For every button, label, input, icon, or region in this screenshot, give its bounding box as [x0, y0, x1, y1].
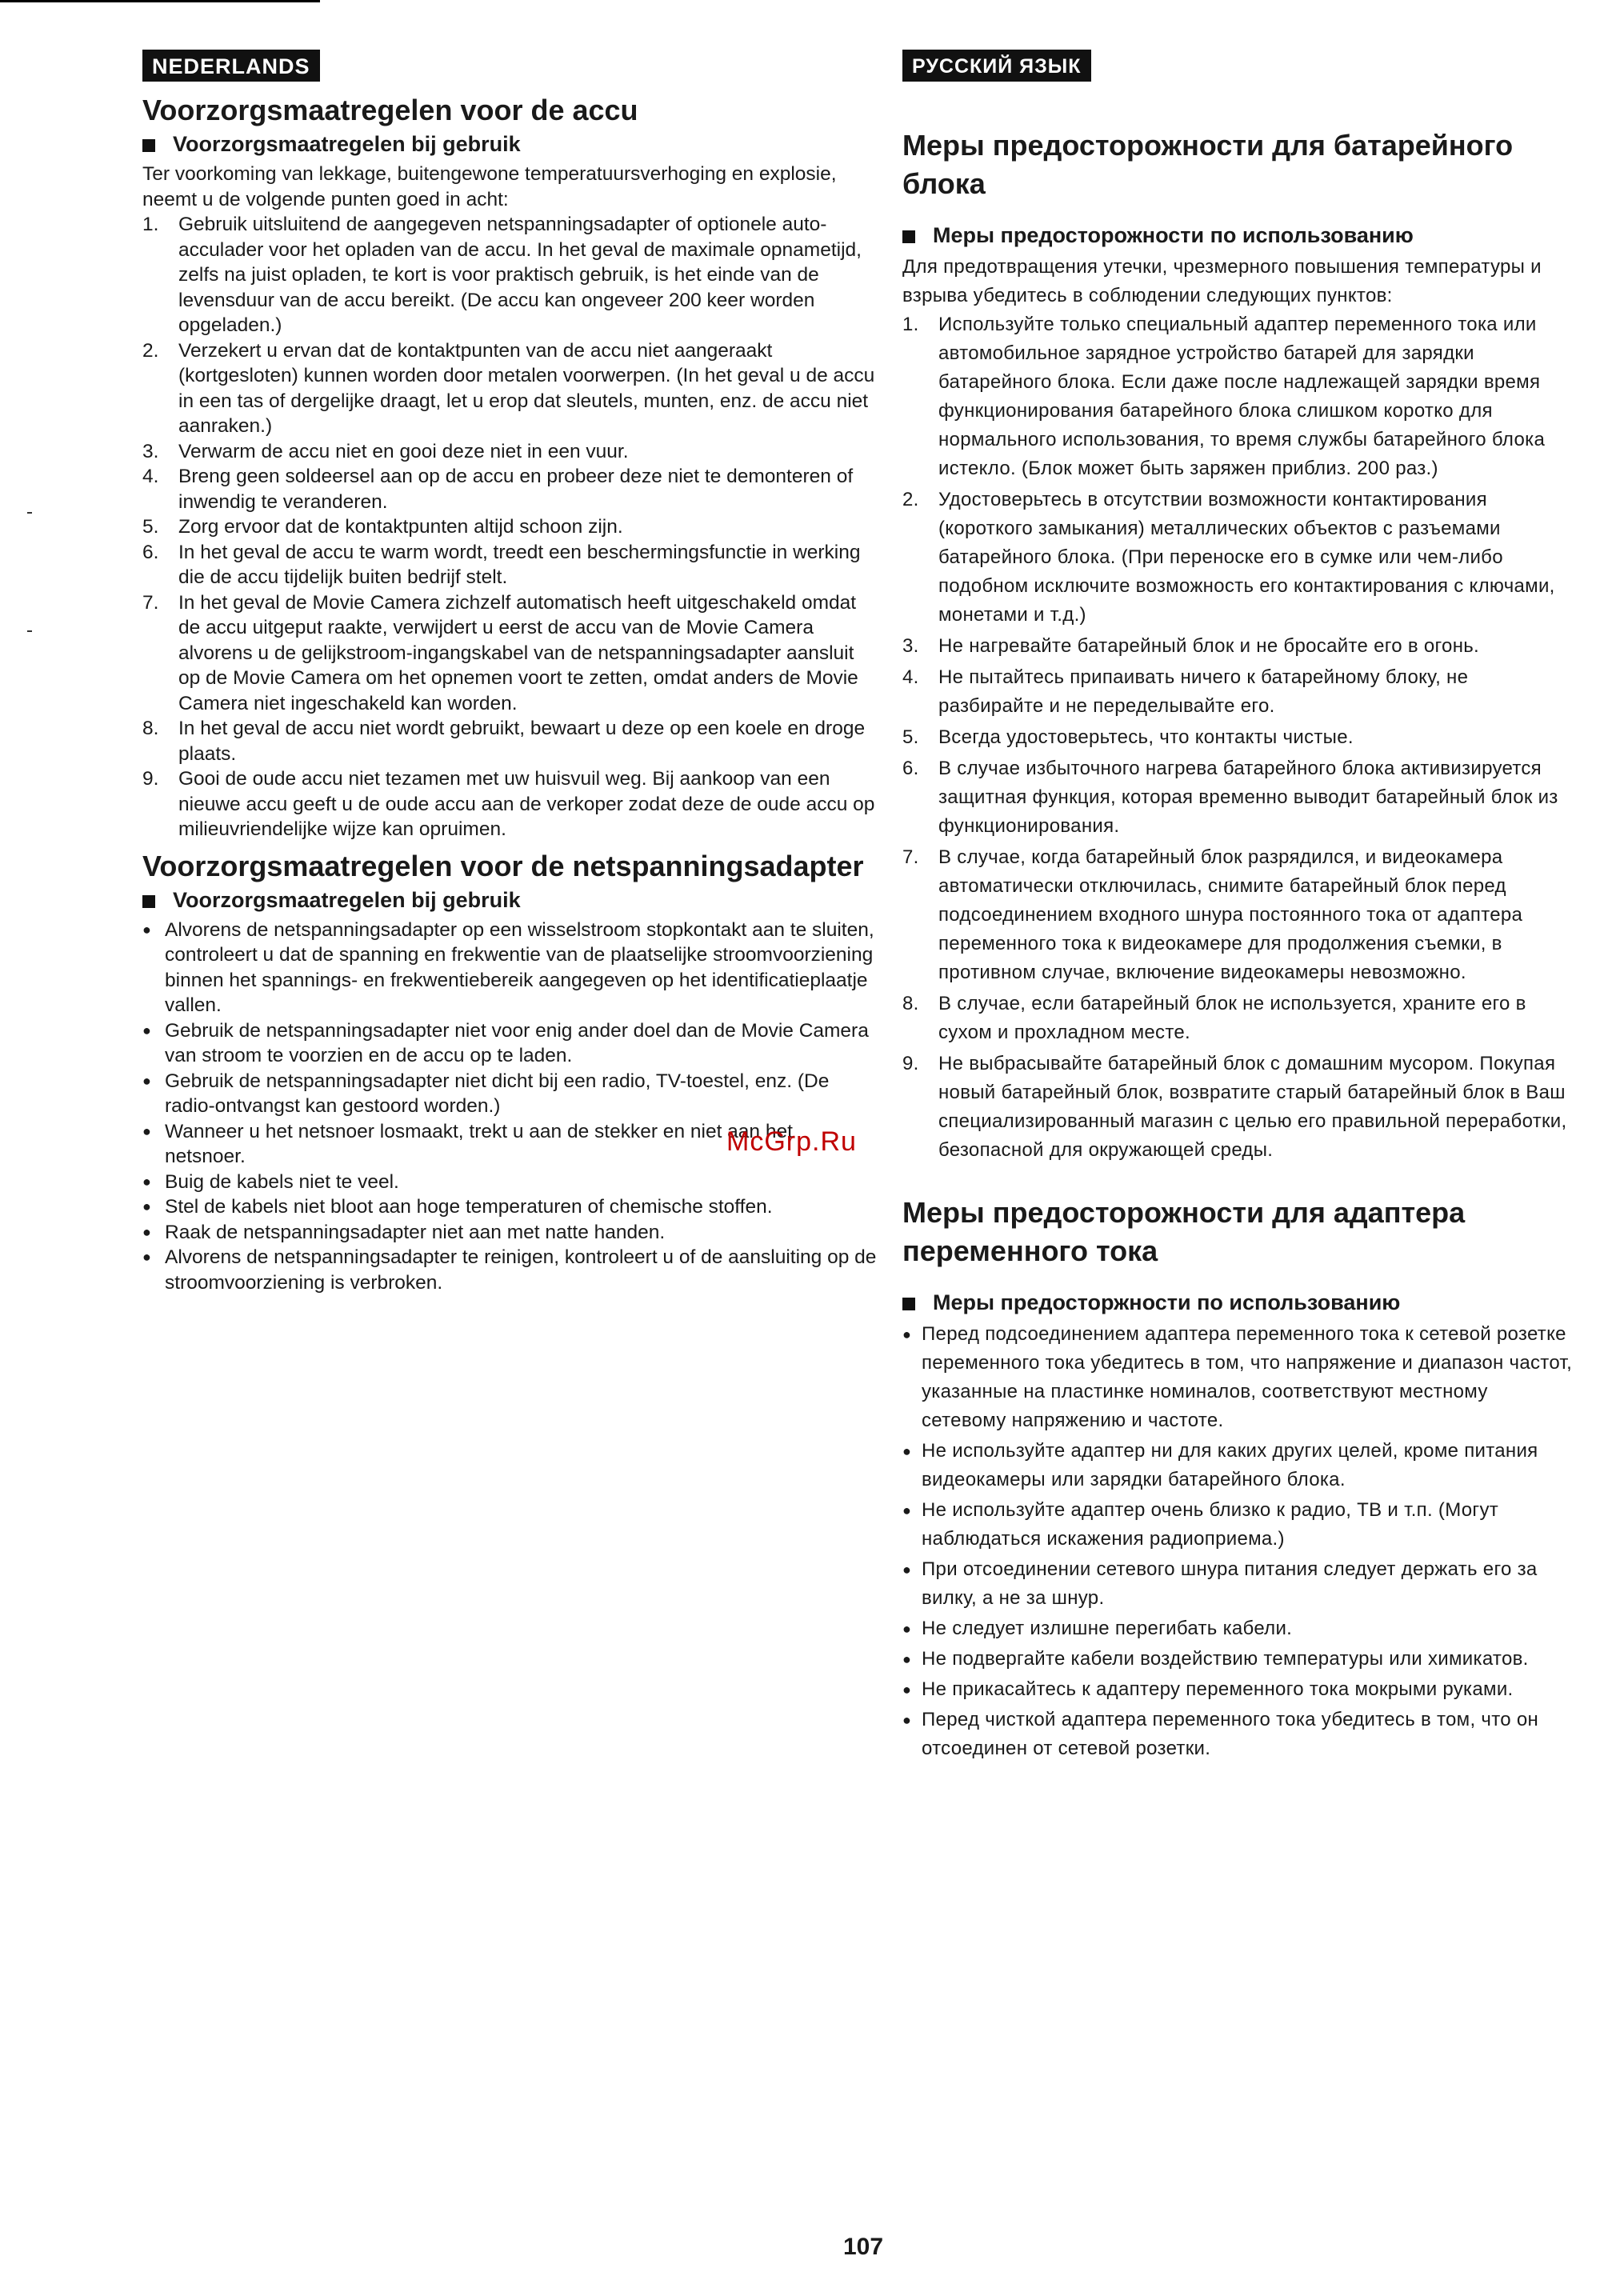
item-text: В случае, когда батарейный блок разрядился, и видеокамера автоматически отключилась, снимите батарейный блок перед подсоединением входного шнура постоянного тока от адаптера переменного тока к видеокамере для продолжения съемки, в противном случае, включение видеокамеры невозможно.: [938, 846, 1523, 983]
list-item: [142, 540, 878, 590]
item-number: 9.: [142, 768, 159, 790]
adapter-precautions-list-nl: [142, 918, 878, 1296]
item-number: 5.: [142, 516, 159, 538]
bullet-icon: ●: [902, 1562, 912, 1578]
bullet-icon: ●: [142, 1072, 151, 1089]
bullet-icon: ●: [902, 1443, 912, 1459]
item-text: Stel de kabels niet bloot aan hoge temperaturen of chemische stoffen.: [165, 1196, 773, 1218]
list-item: [902, 754, 1574, 841]
list-item: [902, 723, 1574, 752]
item-text: Удостоверьтесь в отсутствии возможности контактирования (короткого замыкания) металлических объектов с разъемами батарейного блока. (При переноске его в сумке или чем-либо подобном исключите возможность его контактирования с ключами, монетами и т.д.): [938, 489, 1555, 626]
item-text: При отсоединении сетевого шнура питания следует держать его за вилку, а не за шнур.: [922, 1558, 1538, 1609]
bullet-icon: ●: [142, 1173, 151, 1190]
item-text: Не используйте адаптер ни для каких других целей, кроме питания видеокамеры или зарядки батарейного блока.: [922, 1440, 1538, 1490]
item-text: Verwarm de accu niet en gooi deze niet in een vuur.: [178, 440, 629, 462]
bullet-icon: ●: [142, 1223, 151, 1240]
watermark: McGrp.Ru: [726, 1126, 857, 1157]
item-text: В случае избыточного нагрева батарейного блока активизируется защитная функция, которая временно выводит батарейный блок из функционирования.: [938, 758, 1558, 837]
section-subtitle-ru: Меры предосторожности по использованию: [902, 221, 1574, 250]
item-text: Не нагревайте батарейный блок и не бросайте его в огонь.: [938, 635, 1480, 657]
section-subtitle-nl: Voorzorgsmaatregelen bij gebruik: [142, 886, 878, 914]
square-bullet-icon: [142, 139, 155, 152]
bullet-icon: ●: [142, 1198, 151, 1214]
list-item: [142, 590, 878, 717]
item-number: 1.: [142, 214, 159, 235]
item-text: Zorg ervoor dat de kontaktpunten altijd schoon zijn.: [178, 516, 623, 538]
bullet-icon: ●: [142, 1249, 151, 1265]
list-item: [902, 486, 1574, 630]
list-item: [142, 1220, 878, 1246]
item-text: Не выбрасывайте батарейный блок с домашним мусором. Покупая новый батарейный блок, возвратите старый батарейный блок в Ваш специализированный магазин с целью его правильной переработки, безопасной для окружающей среды.: [938, 1053, 1567, 1161]
bullet-icon: ●: [902, 1326, 912, 1342]
list-item: [902, 1706, 1574, 1763]
item-text: Не подвергайте кабели воздействию температуры или химикатов.: [922, 1648, 1529, 1670]
section-title-adapter-nl: Voorzorgsmaatregelen voor de netspanningsadapter: [142, 849, 864, 882]
language-badge-ru: РУССКИЙ ЯЗЫК: [902, 50, 1091, 82]
list-item: [142, 918, 878, 1018]
intro-text-ru: Для предотвращения утечки, чрезмерного повышения температуры и взрыва убедитесь в соблюдении следующих пунктов:: [902, 256, 1542, 306]
bullet-icon: ●: [902, 1651, 912, 1667]
list-item: [142, 1245, 878, 1295]
list-item: [142, 1194, 878, 1220]
item-number: 9.: [902, 1053, 919, 1074]
section-title-battery-ru: Меры предосторожности для батарейного блока: [902, 129, 1514, 200]
item-text: В случае, если батарейный блок не используется, храните его в сухом и прохладном месте.: [938, 993, 1526, 1043]
bullet-icon: ●: [902, 1682, 912, 1698]
item-number: 7.: [142, 591, 159, 614]
list-item: [902, 1614, 1574, 1643]
list-item: [902, 990, 1574, 1047]
item-text: Не используйте адаптер очень близко к радио, ТВ и т.п. (Могут наблюдаться искажения радиоприема.): [922, 1499, 1499, 1550]
item-text: Gebruik de netspanningsadapter niet dicht bij een radio, TV-toestel, enz. (De radio-ontvangst kan gestoord worden.): [165, 1070, 830, 1117]
square-bullet-icon: [902, 230, 915, 243]
bullet-icon: ●: [902, 1621, 912, 1637]
item-text: Breng geen soldeersel aan op de accu en probeer deze niet te demonteren of inwendig te veranderen.: [178, 466, 854, 513]
item-text: In het geval de accu niet wordt gebruikt, bewaart u deze op een koele en droge plaats.: [178, 718, 866, 765]
item-text: Используйте только специальный адаптер переменного тока или автомобильное зарядное устройство батарей для зарядки батарейного блока. Если даже после надлежащей зарядки время функционирования батарейного блока слишком коротко для нормального использования, то время службы батарейного блока истекло. (Блок может быть заряжен приблиз. 200 раз.): [938, 314, 1546, 479]
list-item: [902, 1050, 1574, 1165]
section-subtitle-nl: Voorzorgsmaatregelen bij gebruik: [142, 130, 878, 158]
bullet-icon: ●: [142, 1122, 151, 1139]
item-number: 1.: [902, 314, 919, 335]
list-item: [902, 1496, 1574, 1554]
item-text: In het geval de Movie Camera zichzelf automatisch heeft uitgeschakeld omdat de accu uitgeput raakte, verwijdert u eerst de accu van de Movie Camera alvorens u de gelijkstroom-ingangskabel van de netspanningsadapter aansluit op de Movie Camera om het opnemen voort te zetten, omdat anders de Movie Camera niet ingeschakeld kan worden.: [178, 591, 858, 714]
dutch-column: [142, 50, 878, 1295]
item-number: 7.: [902, 846, 919, 868]
bullet-icon: ●: [902, 1712, 912, 1728]
list-item: [902, 310, 1574, 483]
bullet-icon: ●: [902, 1502, 912, 1518]
item-number: 6.: [902, 758, 919, 779]
item-text: Перед подсоединением адаптера переменного тока к сетевой розетке переменного тока убедитесь в том, что напряжение и диапазон частот, указанные на пластинке номиналов, соответствуют местному сетевому напряжению и частоте.: [922, 1323, 1573, 1431]
list-item: [142, 514, 878, 540]
item-text: Всегда удостоверьтесь, что контакты чистые.: [938, 726, 1354, 748]
list-item: [142, 716, 878, 766]
list-item: [902, 843, 1574, 987]
battery-precautions-list-ru: [902, 310, 1574, 1165]
item-number: 2.: [142, 339, 159, 362]
russian-column: [902, 50, 1574, 1765]
square-bullet-icon: [902, 1298, 915, 1310]
top-rule: [0, 0, 320, 2]
item-text: Не следует излишне перегибать кабели.: [922, 1618, 1293, 1639]
page-number: 107: [843, 2234, 884, 2260]
list-item: [902, 1645, 1574, 1674]
item-number: 8.: [902, 993, 919, 1014]
bullet-icon: ●: [142, 921, 151, 938]
square-bullet-icon: [142, 895, 155, 908]
list-item: [902, 1675, 1574, 1704]
item-number: 4.: [902, 666, 919, 688]
list-item: [142, 464, 878, 514]
item-text: Alvorens de netspanningsadapter te reinigen, kontroleert u of de aansluiting op de stroomvoorziening is verbroken.: [165, 1246, 877, 1294]
item-text: Verzekert u ervan dat de kontaktpunten van de accu niet aangeraakt (kortgesloten) kunnen worden door metalen voorwerpen. (In het geval u de accu in een tas of dergelijke draagt, let u erop dat sleutels, munten, enz. de accu niet aanraken.): [178, 339, 875, 437]
list-item: [142, 338, 878, 439]
list-item: [142, 1018, 878, 1069]
list-item: [902, 663, 1574, 721]
adapter-precautions-list-ru: [902, 1320, 1574, 1763]
intro-text-nl: Ter voorkoming van lekkage, buitengewone temperatuursverhoging en explosie, neemt u de volgende punten goed in acht:: [142, 163, 837, 210]
item-text: Не пытайтесь припаивать ничего к батарейному блоку, не разбирайте и не переделывайте его.: [938, 666, 1469, 717]
list-item: [902, 1320, 1574, 1435]
item-number: 2.: [902, 489, 919, 510]
item-text: Gooi de oude accu niet tezamen met uw huisvuil weg. Bij aankoop van een nieuwe accu geeft u de oude accu aan de verkoper zodat deze de oude accu op milieuvriendelijke wijze kan opruimen.: [178, 768, 875, 840]
list-item: [142, 1069, 878, 1119]
item-number: 6.: [142, 541, 159, 563]
item-number: 3.: [902, 635, 919, 657]
margin-mark: [27, 512, 32, 514]
item-text: Gebruik de netspanningsadapter niet voor enig ander doel dan de Movie Camera van stroom te voorzien en de accu op te laden.: [165, 1019, 869, 1066]
item-number: 4.: [142, 466, 159, 487]
language-badge-nl: NEDERLANDS: [142, 50, 320, 82]
item-text: Buig de kabels niet te veel.: [165, 1170, 399, 1193]
list-item: [902, 632, 1574, 661]
list-item: [142, 766, 878, 842]
margin-mark: [27, 630, 32, 632]
battery-precautions-list-nl: [142, 212, 878, 842]
section-subtitle-ru: Меры предосторжности по использованию: [902, 1288, 1574, 1317]
item-text: Gebruik uitsluitend de aangegeven netspanningsadapter of optionele auto-acculader voor het opladen van de accu. In het geval de maximale opnametijd, zelfs na juist opladen, te kort is voor praktisch gebruik, is het einde van de levensduur van de accu bereikt. (De accu kan ongeveer 200 keer worden opgeladen.): [178, 214, 862, 336]
list-item: [142, 439, 878, 465]
list-item: [902, 1555, 1574, 1613]
item-text: Wanneer u het netsnoer losmaakt, trekt u aan de stekker en niet aan het netsnoer.: [165, 1120, 793, 1167]
list-item: [142, 1170, 878, 1195]
list-item: [902, 1437, 1574, 1494]
item-text: In het geval de accu te warm wordt, treedt een beschermingsfunctie in werking die de accu tijdelijk buiten bedrijf stelt.: [178, 541, 861, 588]
item-text: Не прикасайтесь к адаптеру переменного тока мокрыми руками.: [922, 1678, 1514, 1700]
item-number: 8.: [142, 718, 159, 739]
item-text: Raak de netspanningsadapter niet aan met natte handen.: [165, 1221, 666, 1243]
item-number: 3.: [142, 440, 159, 462]
section-title-battery-nl: Voorzorgsmaatregelen voor de accu: [142, 94, 638, 126]
list-item: [142, 212, 878, 338]
item-text: Alvorens de netspanningsadapter op een wisselstroom stopkontakt aan te sluiten, controleert u dat de spanning en frekwentie van de plaatselijke stroomvoorziening binnen het spannings- en frekwentiebereik aangegeven op het identificatieplaatje vallen.: [165, 918, 874, 1016]
item-text: Перед чисткой адаптера переменного тока убедитесь в том, что он отсоединен от сетевой розетки.: [922, 1709, 1539, 1759]
section-title-adapter-ru: Меры предосторожности для адаптера переменного тока: [902, 1196, 1466, 1267]
bullet-icon: ●: [142, 1022, 151, 1038]
item-number: 5.: [902, 726, 919, 748]
